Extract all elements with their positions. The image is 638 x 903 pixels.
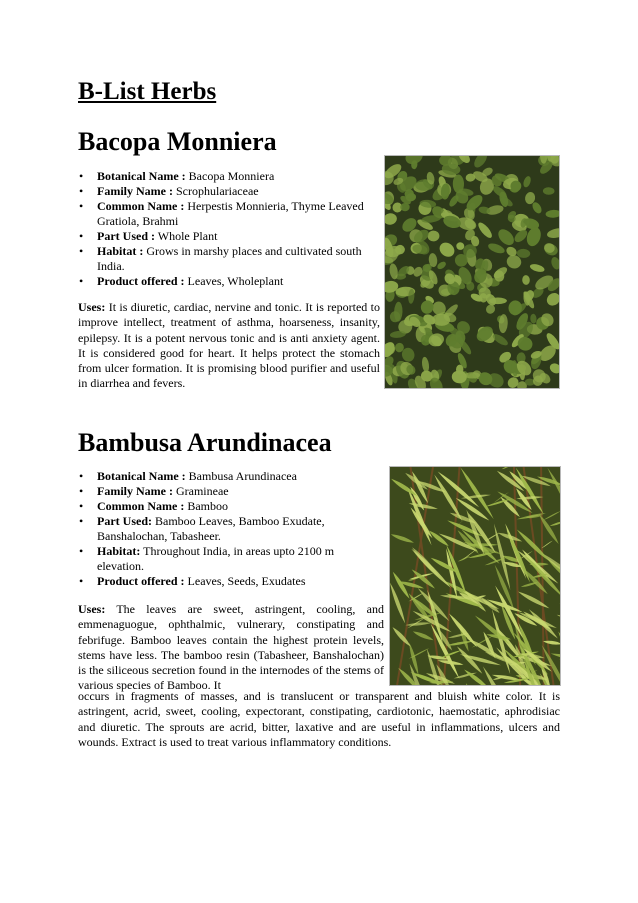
fact-habitat: • Habitat: Throughout India, in areas upto 2100 m elevation. (78, 544, 350, 574)
fact-family-name: • Family Name : Gramineae (78, 484, 350, 499)
fact-botanical-name: • Botanical Name : Bacopa Monniera (78, 169, 380, 184)
herb-title-bambusa: Bambusa Arundinacea (78, 428, 332, 457)
fact-botanical-name: • Botanical Name : Bambusa Arundinacea (78, 469, 350, 484)
fact-part-used: • Part Used: Bamboo Leaves, Bamboo Exudate, Banshalochan, Tabasheer. (78, 514, 350, 544)
fact-product-offered: • Product offered : Leaves, Seeds, Exudates (78, 574, 350, 589)
herb-title-bacopa: Bacopa Monniera (78, 127, 277, 156)
fact-common-name: • Common Name : Herpestis Monnieria, Thyme Leaved Gratiola, Brahmi (78, 199, 380, 229)
herb-facts-bacopa (78, 169, 380, 289)
herb-uses-bambusa: Uses: The leaves are sweet, astringent, cooling, and emmenaguogue, ophthalmic, vulnerary, constipating and febrifuge. Bamboo leaves contain the highest protein levels, stems have less. The bamboo resin (Tabasheer, Banshalochan) is the siliceous secretion found in the internodes of the stems of various species of Bamboo. It (78, 602, 384, 693)
fact-family-name: • Family Name : Scrophulariaceae (78, 184, 380, 199)
fact-part-used: • Part Used : Whole Plant (78, 229, 380, 244)
herb-facts-bambusa (78, 469, 350, 589)
herb-uses-bambusa-continued: occurs in fragments of masses, and is translucent or transparent and bluish white color. It is astringent, acrid, sweet, cooling, expectorant, constipating, cardiotonic, haemostatic, aphrodisiac and diuretic. The sprouts are acrid, bitter, laxative and are useful in inflammations, ulcers and wounds. Extract is used to treat various inflammatory conditions. (78, 689, 560, 749)
herb-photo-bambusa (389, 466, 561, 686)
document-title: B-List Herbs (78, 78, 217, 105)
bacopa-leaves-image (385, 156, 559, 388)
herb-photo-bacopa (384, 155, 560, 389)
fact-habitat: • Habitat : Grows in marshy places and cultivated south India. (78, 244, 380, 274)
herb-uses-bacopa: Uses: It is diuretic, cardiac, nervine and tonic. It is reported to improve intellect, treatment of asthma, hoarseness, insanity, epilepsy. It is a potent nervous tonic and is anti anxiety agent. It is considered good for heart. It helps protect the stomach from ulcer formation. It is promising blood purifier and useful in diarrhea and fevers. (78, 300, 380, 391)
fact-common-name: • Common Name : Bamboo (78, 499, 350, 514)
bamboo-leaves-image (390, 467, 560, 685)
fact-product-offered: • Product offered : Leaves, Wholeplant (78, 274, 380, 289)
